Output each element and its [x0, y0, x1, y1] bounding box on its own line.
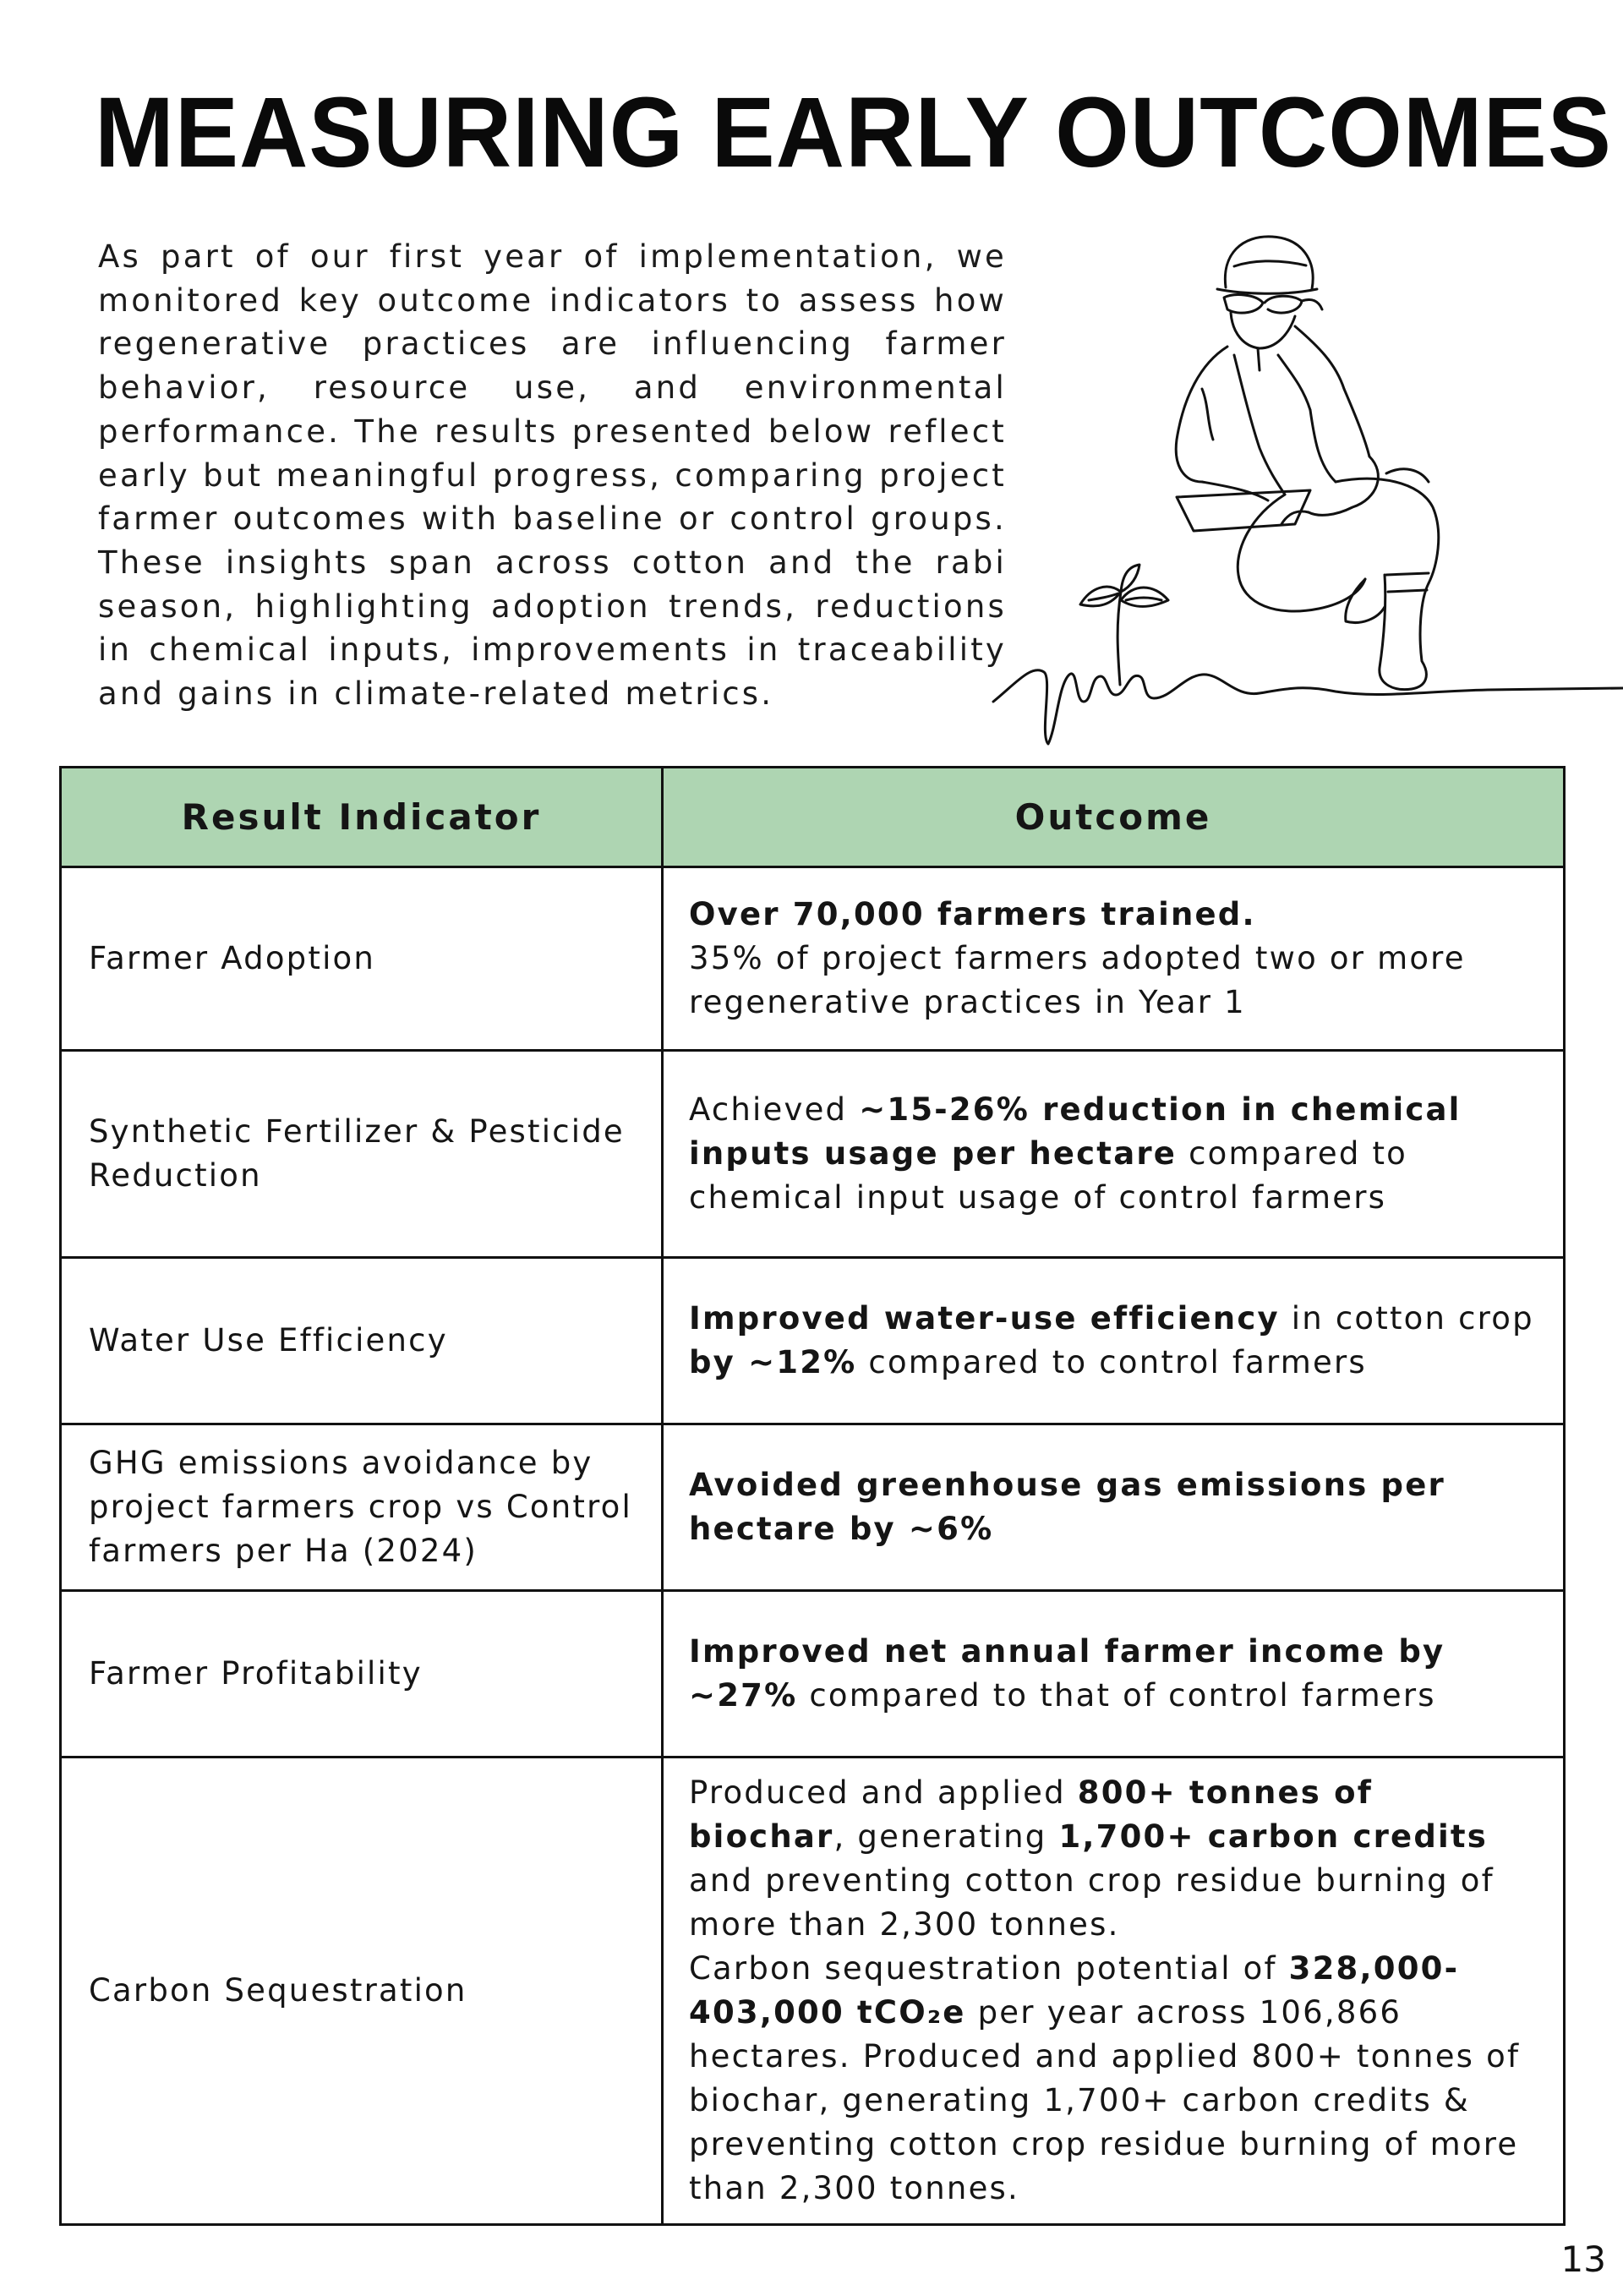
indicator-cell: Carbon Sequestration: [61, 1758, 663, 2225]
outcome-cell: Improved water-use efficiency in cotton crop by ~12% compared to control farmers: [663, 1258, 1565, 1424]
outcome-cell: [663, 1424, 1565, 1591]
outcome-cell: Produced and applied 800+ tonnes of biochar, generating 1,700+ carbon credits and preventing cotton crop residue burning of more than 2,300 tonnes. Carbon sequestration potential of 328,000-403,000 tCO₂e per year across 106,866 hectares. Produced and applied 800+ tonnes of biochar, generating 1,700+ carbon credits & preventing cotton crop residue burning of more than 2,300 tonnes.: [663, 1758, 1565, 2225]
indicator-cell: Farmer Profitability: [61, 1591, 663, 1758]
page-title: MEASURING EARLY OUTCOMES: [95, 77, 1612, 189]
table-row: [61, 1591, 1565, 1758]
header-outcome: Outcome: [663, 768, 1565, 867]
outcome-cell: Achieved ~15-26% reduction in chemical inputs usage per hectare compared to chemical input usage of control farmers: [663, 1051, 1565, 1258]
table-row: [61, 867, 1565, 1051]
outcome-cell: Improved net annual farmer income by ~27% compared to that of control farmers: [663, 1591, 1565, 1758]
table-row: [61, 1051, 1565, 1258]
emphasis-text: Over 70,000 farmers trained.: [689, 896, 1256, 932]
table-row: [61, 1258, 1565, 1424]
table-header-row: [61, 768, 1565, 867]
emphasis-text: Improved net annual farmer income by ~27%: [689, 1633, 1445, 1714]
emphasis-text: 1,700+ carbon credits: [1058, 1818, 1488, 1855]
indicator-cell: Synthetic Fertilizer & Pesticide Reduction: [61, 1051, 663, 1258]
table-row: [61, 1758, 1565, 2225]
table-row: [61, 1424, 1565, 1591]
results-table: [59, 766, 1566, 2226]
outcome-cell: Over 70,000 farmers trained. 35% of project farmers adopted two or more regenerative practices in Year 1: [663, 867, 1565, 1051]
emphasis-text: Improved water-use efficiency: [689, 1300, 1280, 1337]
indicator-cell: GHG emissions avoidance by project farmers crop vs Control farmers per Ha (2024): [61, 1424, 663, 1591]
intro-paragraph: As part of our first year of implementation, we monitored key outcome indicators to assess how regenerative practices are influencing farmer behavior, resource use, and environmental performance. The results presented below reflect early but meaningful progress, comparing project farmer outcomes with baseline or control groups. These insights span across cotton and the rabi season, highlighting adoption trends, reductions in chemical inputs, improvements in traceability and gains in climate-related metrics.: [98, 238, 1007, 713]
page-number: 13: [1560, 2239, 1606, 2280]
emphasis-text: by ~12%: [689, 1344, 857, 1380]
emphasis-text: 800+ tonnes of biochar: [689, 1774, 1374, 1855]
farmer-line-illustration: [981, 228, 1623, 752]
indicator-cell: Water Use Efficiency: [61, 1258, 663, 1424]
emphasis-text: Avoided greenhouse gas emissions per hectare by ~6%: [689, 1467, 1445, 1547]
emphasis-text: ~15-26% reduction in chemical inputs usage per hectare: [689, 1091, 1462, 1172]
indicator-cell: Farmer Adoption: [61, 867, 663, 1051]
emphasis-text: 328,000-403,000 tCO₂e: [689, 1950, 1460, 2031]
header-result-indicator: Result Indicator: [61, 768, 663, 867]
